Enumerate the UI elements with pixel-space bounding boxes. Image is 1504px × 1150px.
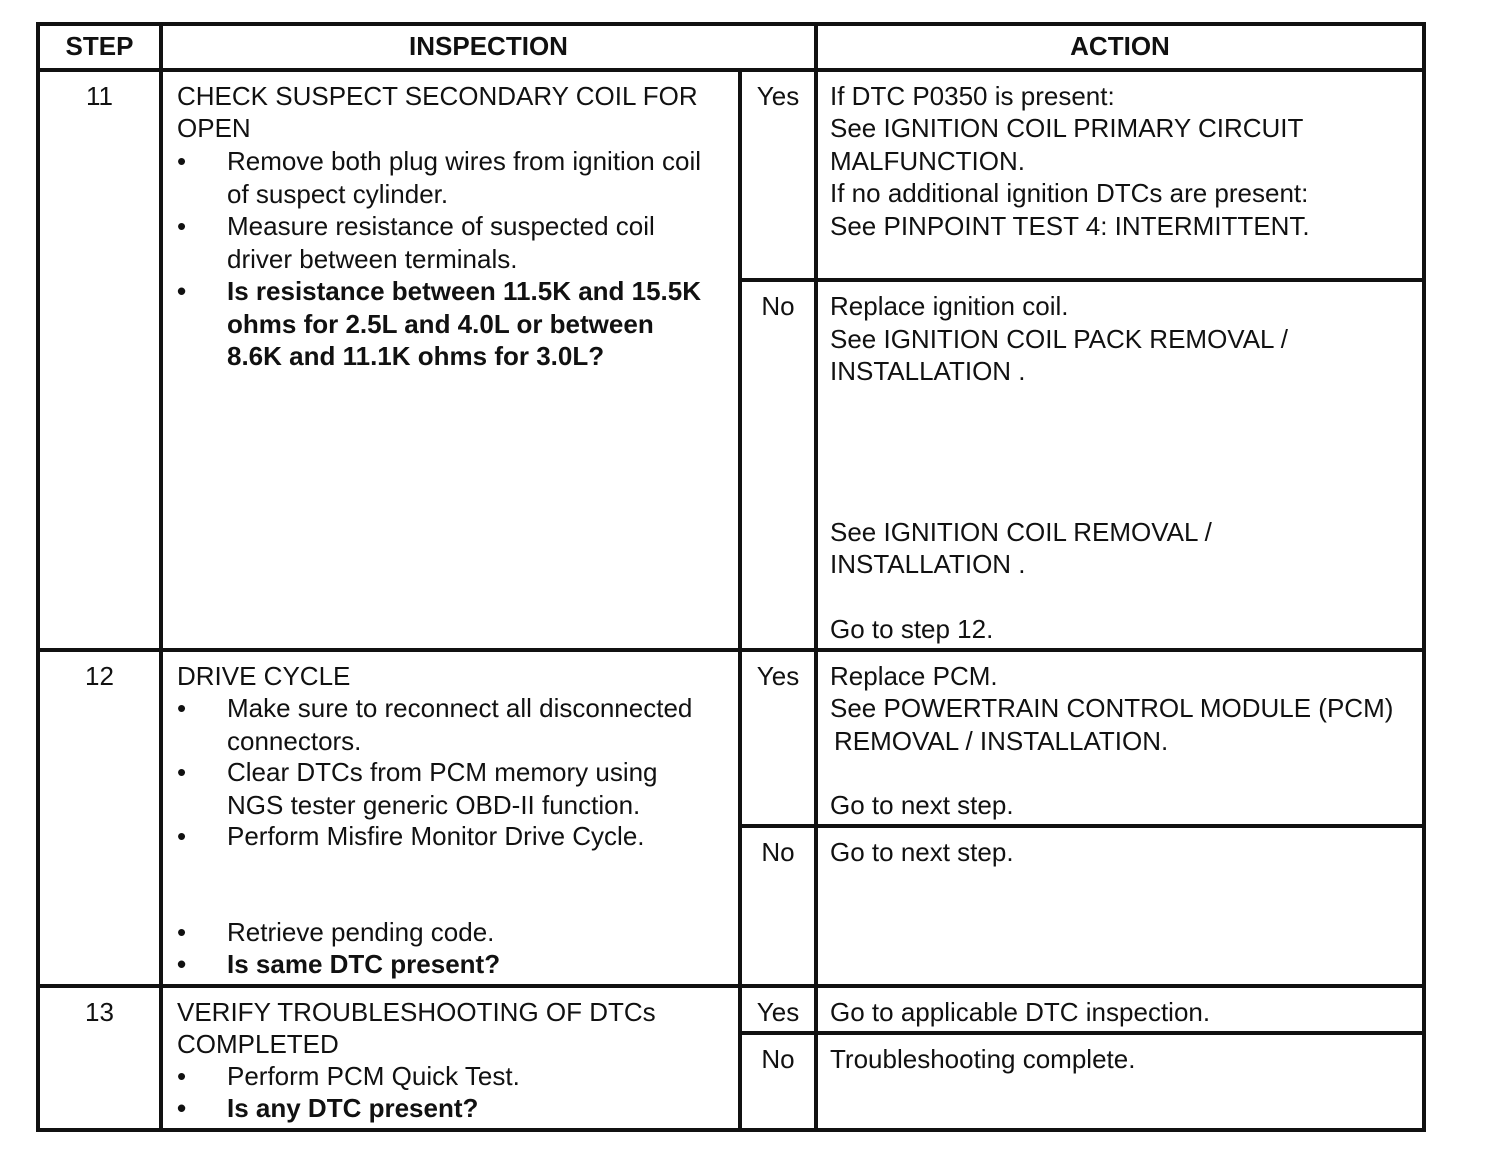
yes-no-divider-12 — [738, 824, 1426, 828]
bullet-text-line: Measure resistance of suspected coil — [227, 211, 655, 241]
action-line: Go to next step. — [830, 837, 1014, 867]
bullet-icon: • — [177, 821, 187, 851]
bullet-text-line: Is resistance between 11.5K and 15.5K — [227, 276, 702, 306]
action-line: See IGNITION COIL PRIMARY CIRCUIT — [830, 113, 1304, 143]
step-number-11: 11 — [86, 81, 113, 111]
action-line: If DTC P0350 is present: — [830, 81, 1115, 111]
bullet-icon: • — [177, 146, 187, 176]
bullet-text-line: NGS tester generic OBD-II function. — [227, 789, 641, 820]
bullet-item — [177, 820, 727, 854]
inspection-title-line: OPEN — [177, 113, 251, 143]
bullet-item — [177, 692, 727, 758]
step-col-divider — [159, 22, 163, 1132]
bullet-icon: • — [177, 757, 187, 787]
bullet-item-question — [177, 1092, 727, 1126]
action-line: INSTALLATION . — [830, 356, 1026, 386]
bullet-text-line: driver between terminals. — [227, 243, 518, 274]
answer-col-divider — [738, 70, 742, 1132]
bullet-text-line: Is same DTC present? — [227, 949, 501, 979]
action-line: Troubleshooting complete. — [830, 1044, 1136, 1074]
action-line: If no additional ignition DTCs are present: — [830, 178, 1309, 208]
bullet-item — [177, 756, 727, 822]
action-col-divider — [814, 22, 818, 1132]
bullet-text-line: of suspect cylinder. — [227, 178, 449, 209]
bullet-text-line: connectors. — [227, 725, 362, 756]
bullet-text-line: ohms for 2.5L and 4.0L or between — [227, 308, 654, 339]
action-line: REMOVAL / INSTALLATION. — [834, 726, 1169, 756]
bullet-item — [177, 210, 727, 276]
action-line: Go to next step. — [830, 790, 1014, 820]
bullet-icon: • — [177, 1093, 187, 1123]
answer-no-label: No — [761, 1044, 795, 1074]
table-border-right — [1422, 22, 1426, 1132]
bullet-text-line: 8.6K and 11.1K ohms for 3.0L? — [227, 341, 605, 371]
bullet-icon: • — [177, 949, 187, 979]
table-border-left — [36, 22, 40, 1132]
bullet-icon: • — [177, 276, 187, 306]
bullet-item-question — [177, 275, 727, 375]
step-number-13: 13 — [85, 997, 114, 1027]
action-line: See IGNITION COIL PACK REMOVAL / — [830, 324, 1288, 354]
action-line: See PINPOINT TEST 4: INTERMITTENT. — [830, 211, 1310, 241]
inspection-title-line: VERIFY TROUBLESHOOTING OF DTCs — [177, 997, 656, 1027]
answer-yes-label: Yes — [756, 661, 800, 691]
step-number-12: 12 — [85, 661, 114, 691]
bullet-item — [177, 1060, 727, 1094]
row-divider-12-13 — [36, 984, 1426, 988]
diagnostic-table — [36, 22, 1426, 1132]
bullet-text-line: Retrieve pending code. — [227, 917, 495, 947]
bullet-item — [177, 145, 727, 211]
bullet-item — [177, 916, 727, 950]
answer-yes-label: Yes — [756, 997, 800, 1027]
inspection-title-line: COMPLETED — [177, 1029, 339, 1059]
action-line: Go to applicable DTC inspection. — [830, 997, 1211, 1027]
bullet-text-line: Make sure to reconnect all disconnected — [227, 693, 693, 723]
action-line: Replace PCM. — [830, 661, 998, 691]
bullet-text-line: Clear DTCs from PCM memory using — [227, 757, 658, 787]
bullet-icon: • — [177, 211, 187, 241]
yes-no-divider-11 — [738, 278, 1426, 282]
answer-no-label: No — [761, 291, 795, 321]
answer-yes-label: Yes — [756, 81, 800, 111]
bullet-item-question — [177, 948, 727, 982]
bullet-text-line: Is any DTC present? — [227, 1093, 479, 1123]
action-line: Replace ignition coil. — [830, 291, 1069, 321]
inspection-title-line: DRIVE CYCLE — [177, 661, 351, 691]
yes-no-divider-13 — [738, 1031, 1426, 1035]
action-line: See IGNITION COIL REMOVAL / — [830, 517, 1212, 547]
row-divider-11-12 — [36, 648, 1426, 652]
action-line: See POWERTRAIN CONTROL MODULE (PCM) — [830, 693, 1394, 723]
bullet-icon: • — [177, 1061, 187, 1091]
header-inspection: INSPECTION — [409, 31, 568, 61]
header-action: ACTION — [1070, 31, 1170, 61]
bullet-text-line: Remove both plug wires from ignition coil — [227, 146, 701, 176]
action-line: INSTALLATION . — [830, 549, 1026, 579]
header-step: STEP — [65, 31, 134, 61]
bullet-icon: • — [177, 693, 187, 723]
bullet-text-line: Perform PCM Quick Test. — [227, 1061, 520, 1091]
action-line: Go to step 12. — [830, 614, 994, 644]
bullet-icon: • — [177, 917, 187, 947]
action-line: MALFUNCTION. — [830, 146, 1025, 176]
bullet-text-line: Perform Misfire Monitor Drive Cycle. — [227, 821, 645, 851]
table-border-bottom — [36, 1128, 1426, 1132]
inspection-title-line: CHECK SUSPECT SECONDARY COIL FOR — [177, 81, 698, 111]
answer-no-label: No — [761, 837, 795, 867]
